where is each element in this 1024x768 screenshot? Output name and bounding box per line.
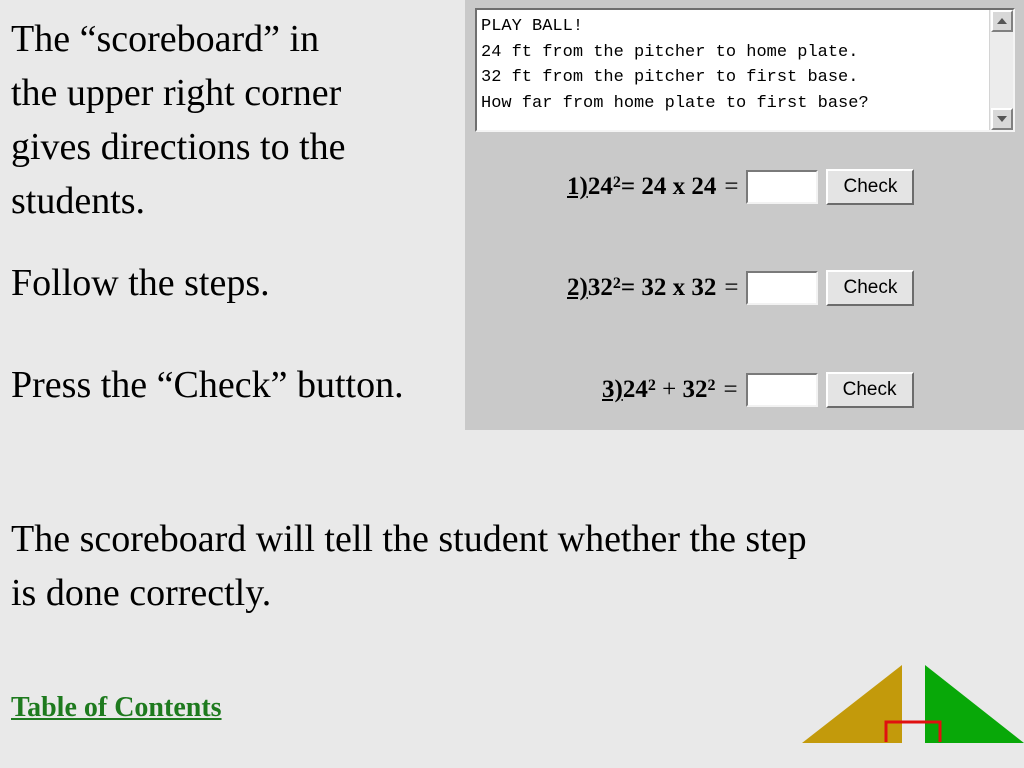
scoreboard[interactable] [475, 8, 1015, 132]
scoreboard-scrollbar[interactable] [989, 10, 1013, 130]
step-number: 3) [602, 376, 623, 403]
plus-sign: + [655, 376, 683, 403]
intro-paragraph [11, 12, 346, 228]
intro-line: students. [11, 180, 146, 222]
step-2-answer-input[interactable] [746, 271, 818, 305]
scroll-up-button[interactable] [991, 10, 1013, 32]
step-base: 24 [587, 173, 613, 200]
result-line: The scoreboard will tell the student whether the step [11, 518, 807, 560]
step-base-2: 32 [682, 376, 708, 403]
step-1-check-button[interactable]: Check [826, 169, 914, 205]
step-base: 24 [622, 376, 648, 403]
table-of-contents-link[interactable]: Table of Contents [11, 692, 222, 723]
scoreboard-line: How far from home plate to first base? [481, 93, 869, 113]
step-exponent-2: 2 [707, 377, 716, 394]
arrow-up-icon [997, 18, 1007, 24]
scroll-down-button[interactable] [991, 108, 1013, 130]
intro-line: the upper right corner [11, 72, 342, 114]
step-exponent: 2 [647, 377, 656, 394]
step-3-row [602, 370, 914, 410]
follow-steps-text: Follow the steps. [11, 262, 270, 304]
scoreboard-line: 32 ft from the pitcher to first base. [481, 68, 859, 87]
step-2-row [567, 268, 914, 308]
intro-line: gives directions to the [11, 126, 346, 168]
step-exponent: 2 [612, 275, 621, 292]
step-exponent: 2 [612, 174, 621, 191]
step-3-check-button[interactable]: Check [826, 372, 914, 408]
equals-sign: = [723, 376, 738, 403]
scoreboard-line: 24 ft from the pitcher to home plate. [481, 42, 859, 62]
applet-panel [465, 0, 1024, 430]
result-paragraph [11, 512, 807, 620]
step-number: 2) [567, 274, 588, 301]
equals-sign: = [724, 173, 739, 200]
step-3-answer-input[interactable] [746, 373, 818, 407]
result-line: is done correctly. [11, 572, 272, 614]
step-1-answer-input[interactable] [746, 170, 818, 204]
press-check-text: Press the “Check” button. [11, 364, 404, 406]
intro-line: The “scoreboard” in [11, 18, 320, 60]
equals-sign: = [724, 274, 739, 301]
arrow-down-icon [997, 116, 1007, 122]
scoreboard-text [481, 14, 985, 116]
step-expression: = 32 x 32 [620, 274, 717, 301]
scoreboard-line: PLAY BALL! [481, 17, 584, 36]
home-square-icon[interactable] [884, 720, 942, 742]
step-expression: = 24 x 24 [620, 173, 717, 200]
step-2-check-button[interactable]: Check [826, 270, 914, 306]
step-1-row [567, 167, 914, 207]
step-number: 1) [567, 173, 588, 200]
step-base: 32 [587, 274, 613, 301]
home-square-shape [886, 722, 940, 742]
